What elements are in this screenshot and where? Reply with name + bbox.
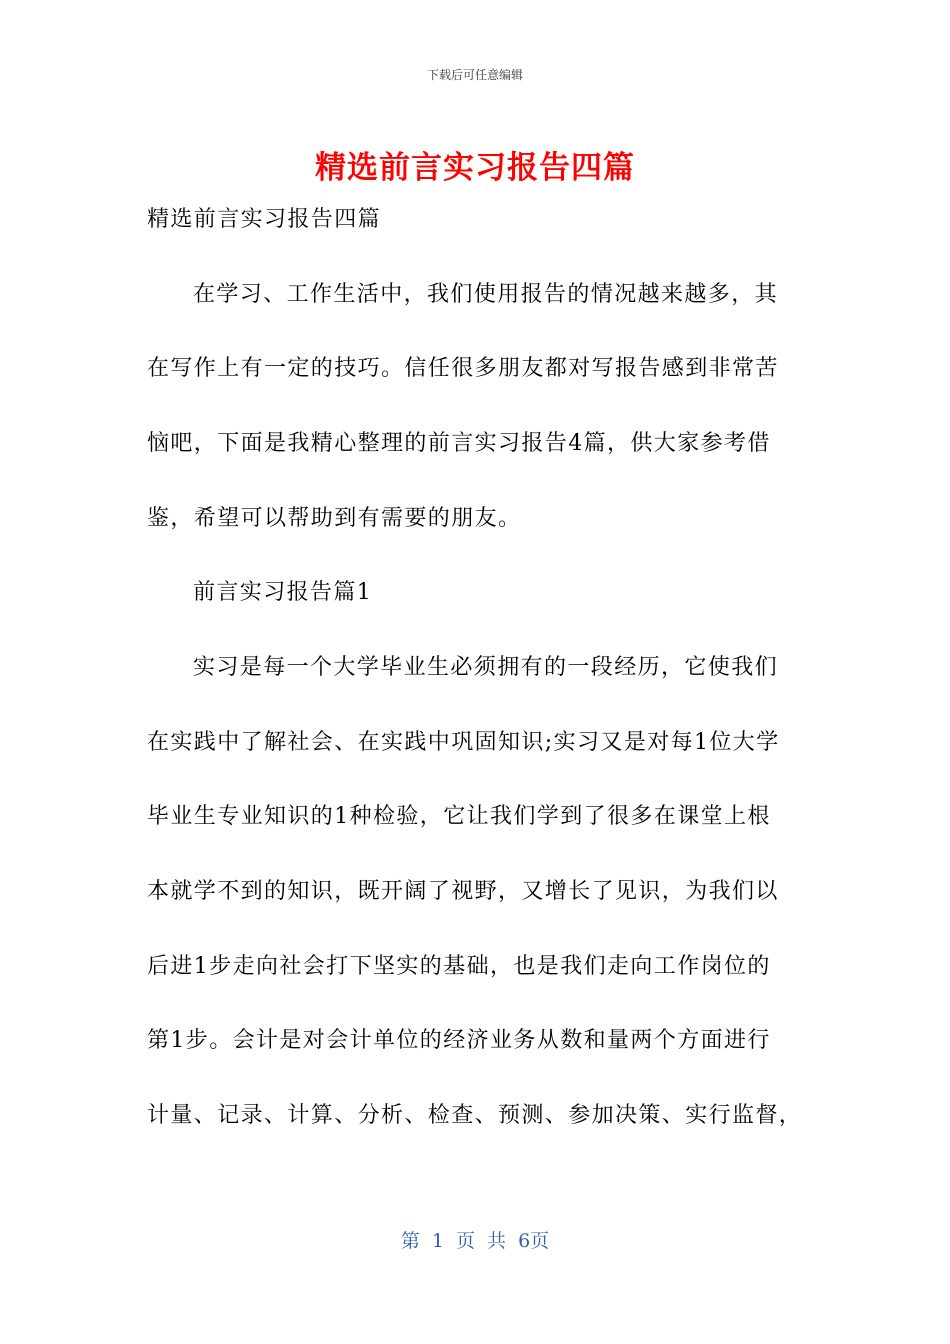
paragraph-line: 在写作上有一定的技巧。信任很多朋友都对写报告感到非常苦	[147, 356, 779, 381]
paragraph-line: 在实践中了解社会、在实践中巩固知识;实习又是对每1位大学	[147, 730, 780, 755]
paragraph-line: 鉴，希望可以帮助到有需要的朋友。	[147, 506, 522, 531]
section-heading: 前言实习报告篇1	[193, 580, 373, 605]
paragraph-line: 本就学不到的知识，既开阔了视野，又增长了见识，为我们以	[147, 879, 779, 904]
paragraph-line: 毕业生专业知识的1种检验，它让我们学到了很多在课堂上根	[147, 804, 771, 829]
page-footer: 第 1 页 共 6页	[400, 1230, 550, 1252]
paragraph-line: 后进1步走向社会打下坚实的基础，也是我们走向工作岗位的	[147, 954, 771, 979]
header-note: 下载后可任意编辑	[426, 68, 523, 82]
paragraph-line: 第1步。会计是对会计单位的经济业务从数和量两个方面进行	[147, 1028, 771, 1053]
paragraph-line: 在学习、工作生活中，我们使用报告的情况越来越多，其	[193, 282, 779, 307]
document-title: 精选前言实习报告四篇	[315, 150, 635, 186]
paragraph-line: 恼吧，下面是我精心整理的前言实习报告4篇，供大家参考借	[147, 431, 771, 456]
paragraph-line: 计量、记录、计算、分析、检查、预测、参加决策、实行监督，	[147, 1103, 803, 1128]
paragraph-line: 实习是每一个大学毕业生必须拥有的一段经历，它使我们	[193, 655, 779, 680]
subtitle-line: 精选前言实习报告四篇	[147, 207, 382, 232]
